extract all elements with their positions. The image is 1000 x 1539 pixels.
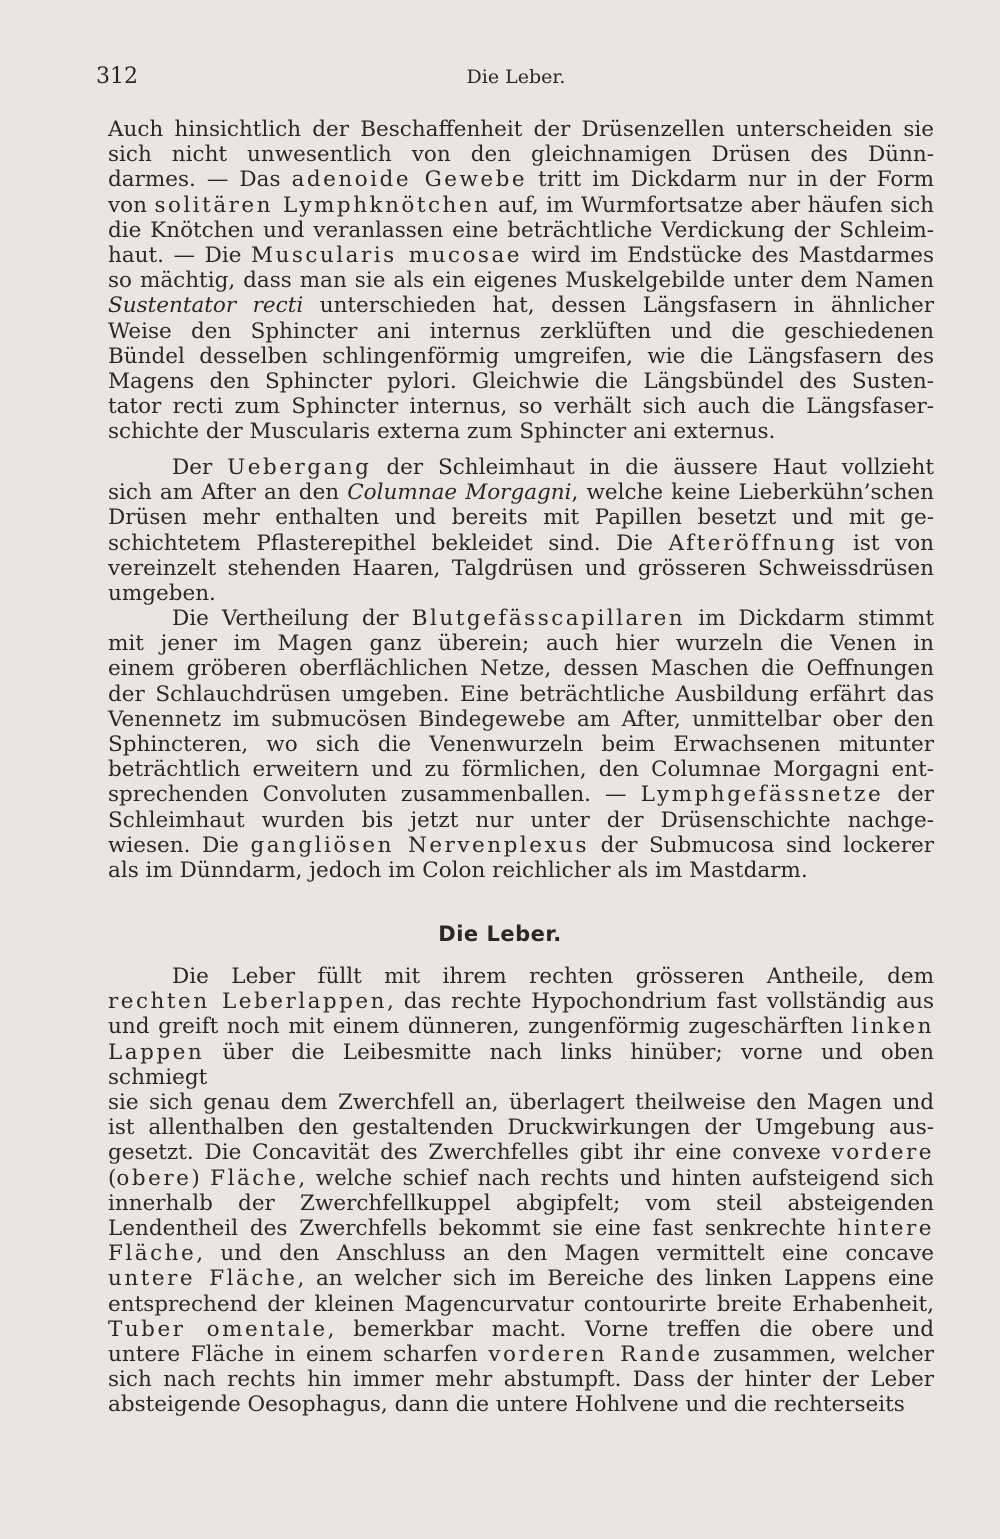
text-run: beträchtlich erweitern und zu förmlichen, den Columnae Morgagni ent- xyxy=(108,757,934,783)
text-line xyxy=(108,1292,934,1317)
text-run: auf, im Wurmfortsatze aber häufen sich xyxy=(490,192,934,218)
text-line xyxy=(108,682,934,707)
paragraph-blood-vessels xyxy=(108,606,934,883)
text-run: die Knötchen und veranlassen eine beträchtliche Verdickung der Schleim- xyxy=(108,217,934,243)
text-run: so mächtig, dass man sie als ein eigenes Muskelgebilde unter dem Namen xyxy=(108,268,934,294)
text-run: Weise den Sphincter ani internus zerklüften und die geschiedenen xyxy=(108,318,934,344)
text-line xyxy=(108,1367,934,1392)
text-line xyxy=(108,419,934,444)
emphasized-term: gangliösen Nervenplexus xyxy=(250,832,589,858)
text-line xyxy=(108,394,934,419)
text-line xyxy=(108,581,934,606)
text-line xyxy=(108,268,934,293)
text-run: , welche schief nach rechts und hinten aufsteigend sich xyxy=(298,1165,934,1191)
text-line xyxy=(108,808,934,833)
text-run: sich nicht unwesentlich von den gleichnamigen Drüsen des Dünn- xyxy=(108,142,934,168)
text-run: untere Fläche in einem scharfen xyxy=(108,1342,489,1368)
emphasized-term: rechten Leberlappen xyxy=(108,989,388,1015)
text-run: von xyxy=(108,192,155,218)
text-line xyxy=(108,989,934,1014)
section-heading: Die Leber. xyxy=(438,922,562,946)
emphasized-term: Uebergang xyxy=(227,455,372,480)
text-line xyxy=(108,344,934,369)
text-line xyxy=(108,193,934,218)
text-run: haut. — Die xyxy=(108,243,251,269)
text-run: ist allenthalben den gestaltenden Druckwirkungen der Umgebung aus- xyxy=(108,1115,934,1141)
text-run: Die Vertheilung der xyxy=(172,606,412,631)
emphasized-term: solitären Lymphknötchen xyxy=(154,192,491,218)
text-run: Der xyxy=(172,455,228,480)
text-run: zusammen, welcher xyxy=(702,1342,935,1368)
text-run: Magens den Sphincter pylori. Gleichwie die Längsbündel des Susten- xyxy=(108,369,934,395)
text-line xyxy=(108,1342,934,1367)
text-line xyxy=(108,243,934,268)
text-run: der xyxy=(883,782,934,808)
text-run: , welche keine Lieberkühn’schen xyxy=(571,480,935,506)
text-line xyxy=(108,505,934,530)
text-run: schichtetem Pflasterepithel bekleidet sind. Die xyxy=(108,530,669,556)
emphasized-term: vordere xyxy=(831,1140,934,1166)
text-run: darmes. — Das xyxy=(108,167,292,193)
text-line xyxy=(108,218,934,243)
text-line xyxy=(108,858,934,883)
text-run: Bündel desselben schlingenförmig umgreifen, wie die Längsfasern des xyxy=(108,343,934,369)
text-line xyxy=(108,606,934,631)
text-run: absteigende Oesophagus, dann die untere Hohlvene und die rechterseits xyxy=(108,1392,905,1418)
emphasized-term: Afteröffnung xyxy=(668,530,838,556)
text-run: schichte der Muscularis externa zum Sphincter ani externus. xyxy=(108,419,776,445)
text-line xyxy=(108,656,934,681)
emphasized-term: Tuber omentale xyxy=(108,1316,328,1342)
text-run: und greift noch mit einem dünneren, zungenförmig zugeschärften xyxy=(108,1014,852,1040)
text-run: , an welcher sich im Bereiche des linken Lappens eine xyxy=(297,1266,934,1292)
text-line xyxy=(108,757,934,782)
text-run: , und den Anschluss an den Magen vermittelt eine concave xyxy=(196,1241,934,1267)
emphasized-term: vorderen Rande xyxy=(488,1342,703,1368)
text-run: wird im Endstücke des Mastdarmes xyxy=(522,243,934,269)
text-run: gesetzt. Die Concavität des Zwerchfelles gibt ihr eine convexe xyxy=(108,1140,832,1166)
text-run: sich nach rechts hin immer mehr abstumpft. Dass der hinter der Leber xyxy=(108,1367,934,1393)
text-run: innerhalb der Zwerchfellkuppel abgipfelt; vom steil absteigenden xyxy=(108,1190,934,1216)
italic-term: Columnae Morgagni xyxy=(347,480,572,506)
text-line xyxy=(108,1317,934,1342)
text-run: Auch hinsichtlich der Beschaffenheit der Drüsenzellen unterscheiden sie xyxy=(108,117,934,142)
text-run: unterschieden hat, dessen Längsfasern in ähnlicher xyxy=(303,293,934,319)
text-run: , bemerkbar macht. Vorne treffen die obere und xyxy=(327,1316,934,1342)
text-run: einem gröberen oberflächlichen Netze, dessen Maschen die Oeffnungen xyxy=(108,656,934,682)
emphasized-term: untere Fläche xyxy=(108,1266,298,1292)
emphasized-term: adenoide Gewebe xyxy=(291,167,528,193)
text-line xyxy=(108,293,934,318)
text-run: als im Dünndarm, jedoch im Colon reichlicher als im Mastdarm. xyxy=(108,858,808,884)
text-line xyxy=(108,142,934,167)
text-line xyxy=(108,1014,934,1039)
text-line xyxy=(108,964,934,989)
text-line xyxy=(108,167,934,192)
emphasized-term: Lymphgefässnetze xyxy=(640,782,884,808)
emphasized-term: Blutgefässcapillaren xyxy=(411,606,686,631)
text-run: im Dickdarm stimmt xyxy=(685,606,934,631)
emphasized-term: Muscularis mucosae xyxy=(250,243,522,269)
text-line xyxy=(108,1392,934,1417)
text-run: sich am After an den xyxy=(108,480,348,506)
emphasized-term: Fläche xyxy=(210,1165,299,1191)
text-line xyxy=(108,480,934,505)
text-run: umgeben. xyxy=(108,581,216,607)
text-run: sie sich genau dem Zwerchfell an, überlagert theilweise den Magen und xyxy=(108,1090,934,1116)
text-line xyxy=(108,556,934,581)
paragraph-dickdarm-structure xyxy=(108,117,934,445)
text-run: vereinzelt stehenden Haaren, Talgdrüsen und grösseren Schweissdrüsen xyxy=(108,555,934,581)
text-line xyxy=(108,117,934,142)
text-line xyxy=(108,1115,934,1140)
emphasized-term: hintere xyxy=(837,1216,934,1242)
text-run: Die Leber füllt mit ihrem rechten grösseren Antheile, dem xyxy=(172,964,934,989)
text-line xyxy=(108,1241,934,1266)
text-run: ( xyxy=(108,1165,117,1191)
italic-term: Sustentator recti xyxy=(108,293,304,319)
text-line xyxy=(108,319,934,344)
emphasized-term: obere xyxy=(116,1165,192,1191)
text-line xyxy=(108,732,934,757)
page-header xyxy=(96,64,936,98)
emphasized-term: linken xyxy=(851,1014,934,1040)
text-line xyxy=(108,455,934,480)
text-run: Venennetz im submucösen Bindegewebe am After, unmittelbar ober den xyxy=(108,706,934,732)
text-line xyxy=(108,1166,934,1191)
text-run: der Submucosa sind lockerer xyxy=(588,832,934,858)
text-line xyxy=(108,1191,934,1216)
text-run: tritt im Dickdarm nur in der Form xyxy=(527,167,935,193)
text-run: über die Leibesmitte nach links hinüber; vorne und oben schmiegt xyxy=(108,1039,934,1090)
emphasized-term: Fläche xyxy=(108,1241,197,1267)
text-run: wiesen. Die xyxy=(108,832,251,858)
text-run: ) xyxy=(191,1165,211,1191)
emphasized-term: Lappen xyxy=(108,1039,205,1065)
text-run: der Schleimhaut in die äussere Haut vollzieht xyxy=(371,455,934,480)
page-number: 312 xyxy=(96,64,138,89)
text-run: Schleimhaut wurden bis jetzt nur unter der Drüsenschichte nachge- xyxy=(108,807,934,833)
text-line xyxy=(108,1090,934,1115)
text-run: Sphincteren, wo sich die Venenwurzeln beim Erwachsenen mitunter xyxy=(108,732,934,758)
text-line xyxy=(108,1266,934,1291)
text-line xyxy=(108,1216,934,1241)
text-run: tator recti zum Sphincter internus, so verhält sich auch die Längsfaser- xyxy=(108,394,934,420)
text-run: der Schlauchdrüsen umgeben. Eine beträchtliche Ausbildung erfährt das xyxy=(108,681,934,707)
text-run: ist von xyxy=(837,530,935,556)
paragraph-after-transition xyxy=(108,455,934,606)
text-line xyxy=(108,1040,934,1090)
text-run: Lendentheil des Zwerchfells bekommt sie eine fast senkrechte xyxy=(108,1216,838,1242)
paragraph-liver-description xyxy=(108,964,934,1418)
text-line xyxy=(108,1140,934,1165)
text-line xyxy=(108,369,934,394)
running-head: Die Leber. xyxy=(466,66,566,88)
text-line xyxy=(108,833,934,858)
text-run: sprechenden Convoluten zusammenballen. — xyxy=(108,782,641,808)
text-line xyxy=(108,631,934,656)
text-line xyxy=(108,782,934,807)
text-run: entsprechend der kleinen Magencurvatur contourirte breite Erhabenheit, xyxy=(108,1291,934,1317)
text-run: mit jener im Magen ganz überein; auch hier wurzeln die Venen in xyxy=(108,631,934,657)
text-run: Drüsen mehr enthalten und bereits mit Papillen besetzt und mit ge- xyxy=(108,505,934,531)
text-run: , das rechte Hypochondrium fast vollständig aus xyxy=(387,989,934,1015)
text-line xyxy=(108,707,934,732)
text-line xyxy=(108,531,934,556)
